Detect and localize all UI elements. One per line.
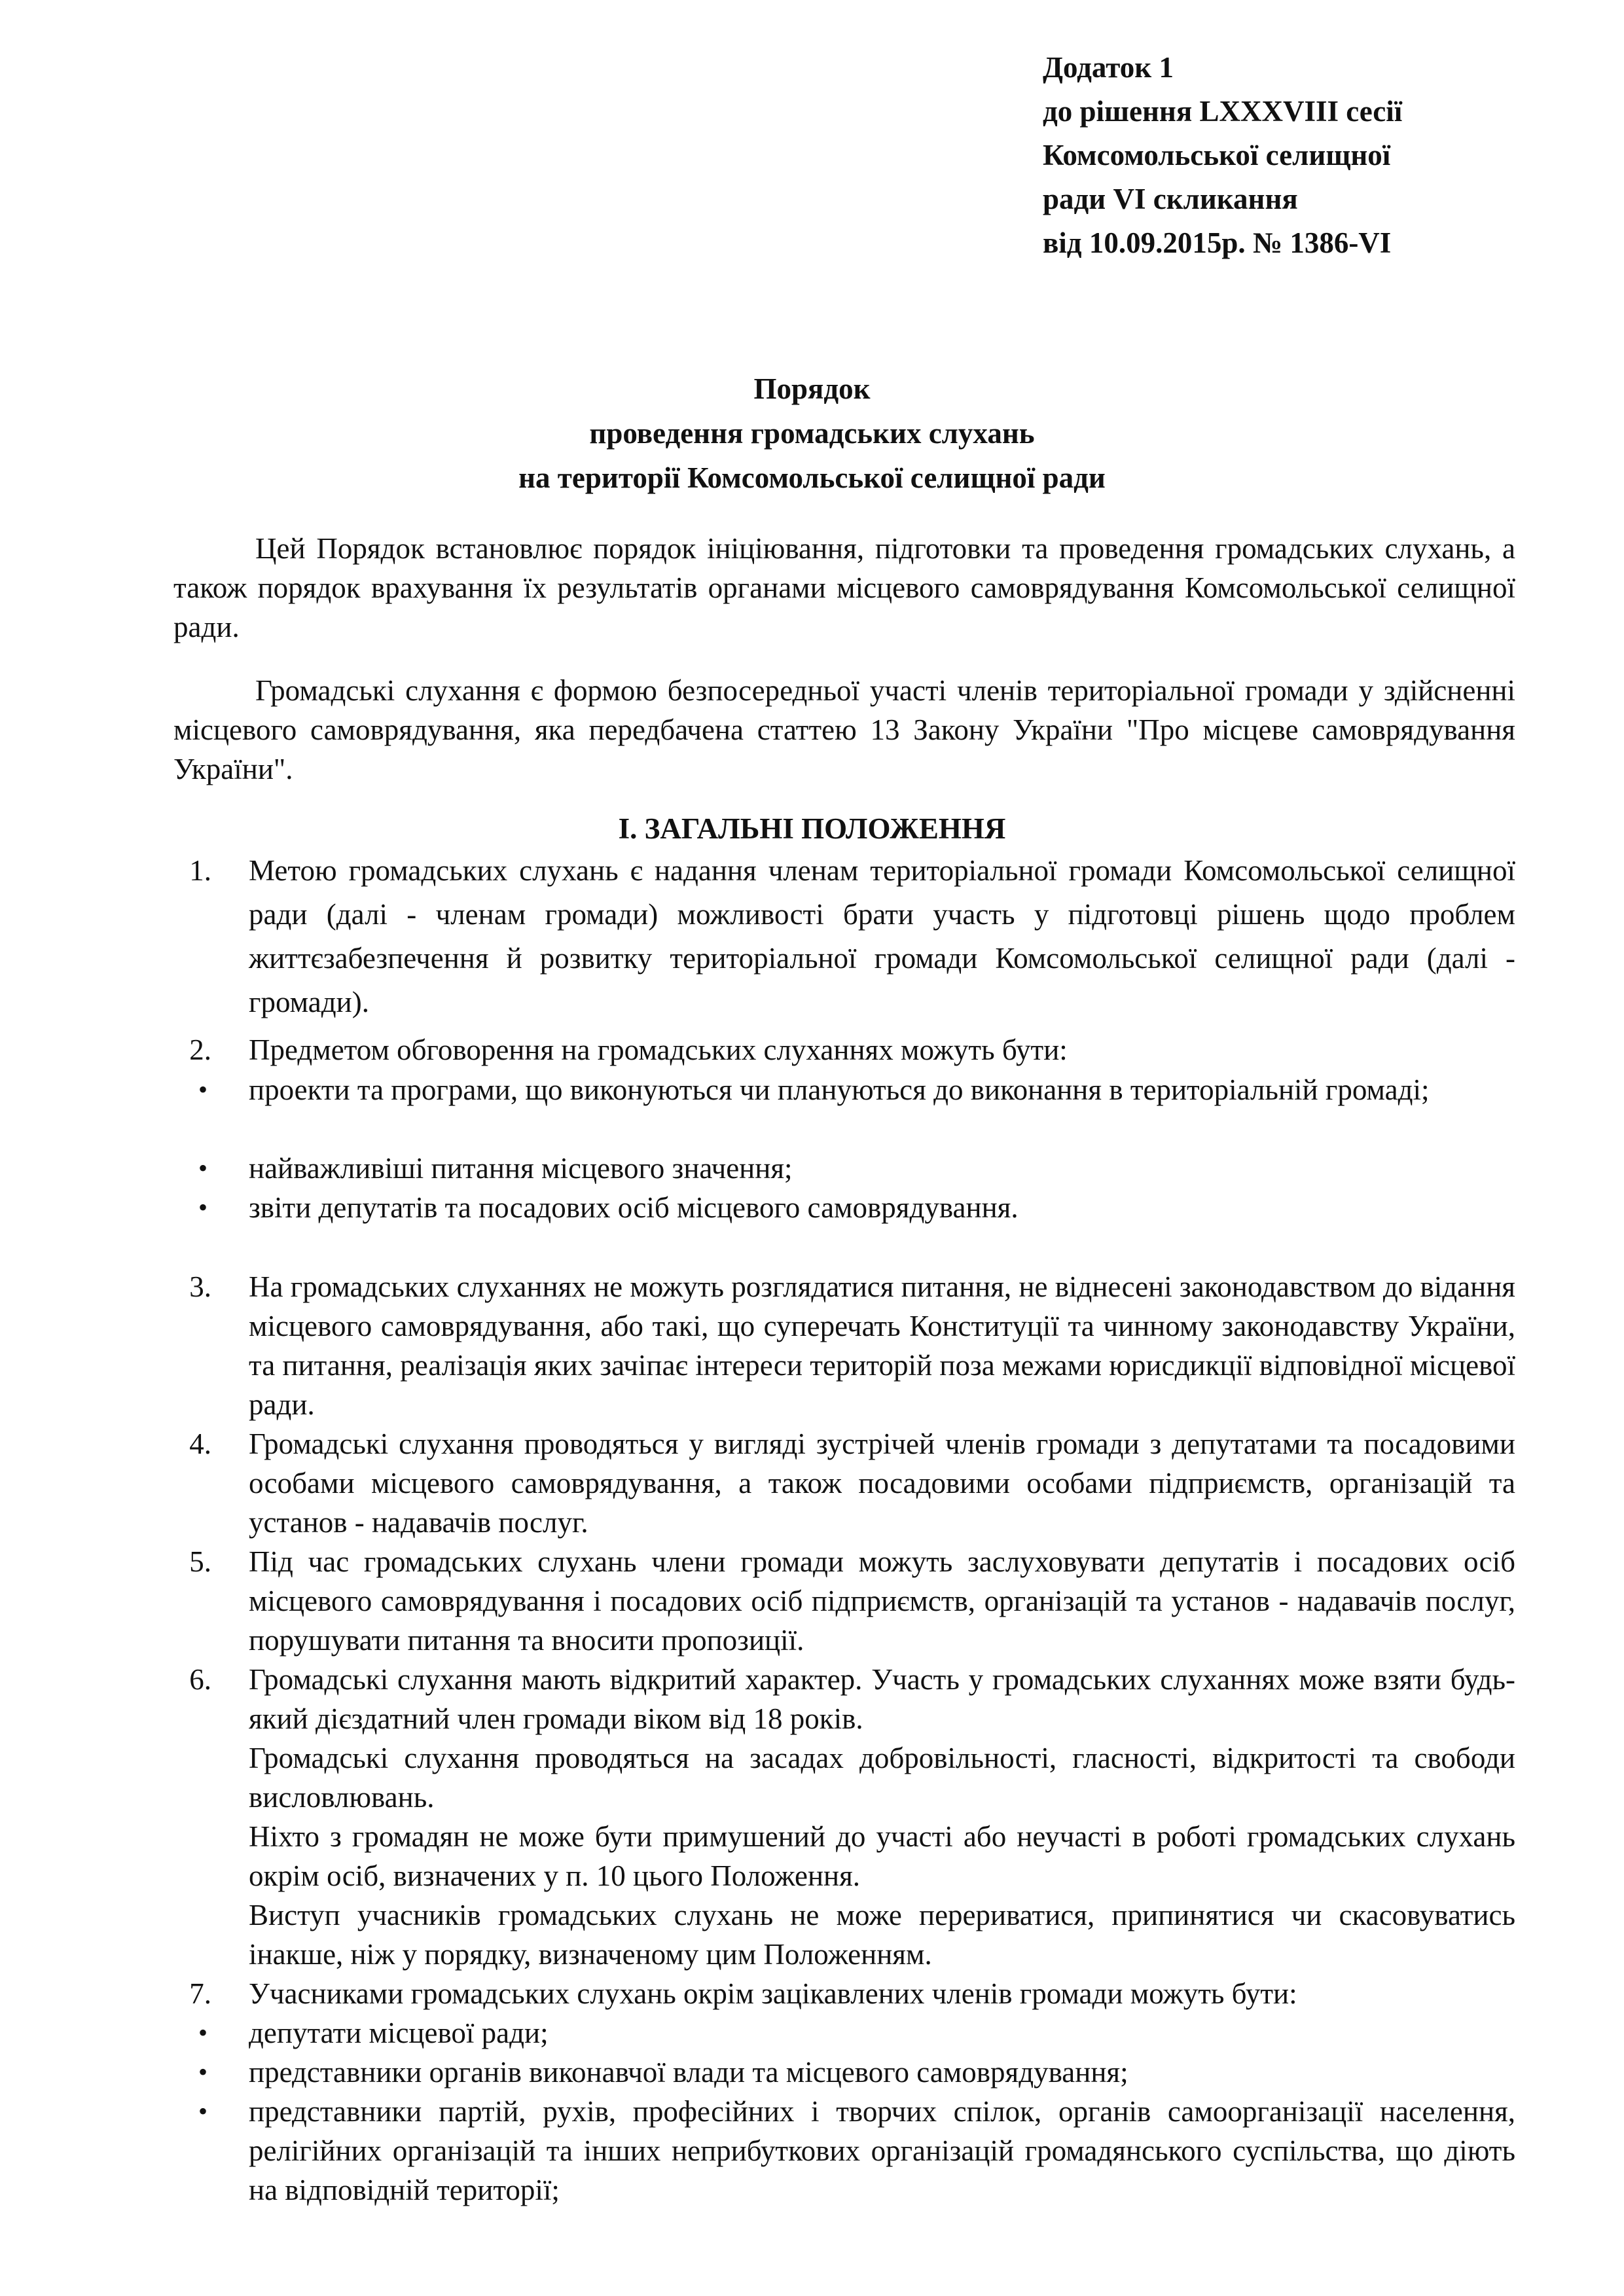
item-text: проекти та програми, що виконуються чи плануються до виконання в територіальній громаді; [249, 1073, 1430, 1106]
item-number: 7. [189, 1977, 211, 2010]
item-text: На громадських слуханнях не можуть розглядатися питання, не віднесені законодавством до відання місцевого самоврядування, або такі, що суперечать Конституції та чинному законодавству України, та питання, реалізація яких зачіпає інтереси територій поза межами юрисдикції відповідної місцевої ради. [249, 1270, 1515, 1421]
section-heading: І. ЗАГАЛЬНІ ПОЛОЖЕННЯ [618, 812, 1006, 845]
bullet-icon: • [198, 1193, 208, 1222]
item-number: 1. [189, 854, 211, 887]
bullet-icon: • [198, 2057, 208, 2087]
item-text: найважливіші питання місцевого значення; [249, 1152, 793, 1185]
item-paragraph: Ніхто з громадян не може бути примушений до участі або неучасті в роботі громадських слухань окрім осіб, визначених у п. 10 цього Положення. [249, 1820, 1515, 1892]
annex-line: від 10.09.2015р. № 1386-VI [1043, 226, 1392, 259]
item-text: Під час громадських слухань члени громади можуть заслуховувати депутатів і посадових осіб місцевого самоврядування і посадових осіб підприємств, організацій та установ - надавачів послуг, порушувати питання та вносити пропозиції. [249, 1545, 1515, 1657]
item-number: 2. [189, 1033, 211, 1066]
intro-paragraph: Громадські слухання є формою безпосередньої участі членів територіальної громади у здійсненні місцевого самоврядування, яка передбачена статтею 13 Закону України "Про місцеве самоврядування України". [173, 674, 1515, 785]
bullet-icon: • [198, 1075, 208, 1104]
item-text: представники партій, рухів, професійних і творчих спілок, органів самоорганізації населення, релігійних організацій та інших неприбуткових організацій громадянського суспільства, що діють на відповідній території; [249, 2095, 1515, 2206]
item-text: Учасниками громадських слухань окрім зацікавлених членів громади можуть бути: [249, 1977, 1297, 2010]
item-text: Предметом обговорення на громадських слуханнях можуть бути: [249, 1033, 1068, 1066]
annex-line: Додаток 1 [1043, 51, 1174, 84]
item-text: звіти депутатів та посадових осіб місцевого самоврядування. [249, 1191, 1019, 1224]
item-text: депутати місцевої ради; [249, 2017, 549, 2049]
annex-line: до рішення LXXXVIII сесії [1043, 95, 1403, 128]
item-paragraph: Громадські слухання проводяться на засадах добровільності, гласності, відкритості та свободи висловлювань. [249, 1742, 1515, 1814]
annex-header [1043, 46, 1566, 265]
annex-line: ради VI скликання [1043, 183, 1298, 215]
bullet-icon: • [198, 1153, 208, 1183]
item-paragraph: Виступ учасників громадських слухань не може перериватися, припинятися чи скасовуватись інакше, ніж у порядку, визначеному цим Положенням. [249, 1899, 1515, 1971]
item-text: Метою громадських слухань є надання членам територіальної громади Комсомольської селищної ради (далі - членам громади) можливості брати участь у підготовці рішень щодо проблем життєзабезпечення й розвитку територіальної громади Комсомольської селищної ради (далі - громади). [249, 854, 1515, 1018]
document-title [0, 367, 1624, 500]
intro-paragraph: Цей Порядок встановлює порядок ініціювання, підготовки та проведення громадських слухань, а також порядок врахування їх результатів органами місцевого самоврядування Комсомольської селищної ради. [173, 532, 1515, 643]
bullet-icon: • [198, 2018, 208, 2047]
title-line: проведення громадських слухань [589, 417, 1035, 450]
annex-line: Комсомольської селищної [1043, 139, 1391, 171]
title-line: Порядок [753, 372, 871, 405]
item-text: представники органів виконавчої влади та місцевого самоврядування; [249, 2056, 1128, 2089]
item-text [249, 1660, 1515, 1974]
title-line: на території Комсомольської селищної ради [518, 461, 1106, 494]
item-text: Громадські слухання проводяться у вигляді зустрічей членів громади з депутатами та посадовими особами місцевого самоврядування, а також посадовими особами підприємств, організацій та установ - надавачів послуг. [249, 1427, 1515, 1539]
item-number: 3. [189, 1270, 211, 1303]
item-number: 5. [189, 1545, 211, 1578]
bullet-icon: • [198, 2096, 208, 2126]
item-number: 6. [189, 1663, 211, 1696]
item-number: 4. [189, 1427, 211, 1460]
item-paragraph: Громадські слухання мають відкритий характер. Участь у громадських слуханнях може взяти будь-який дієздатний член громади віком від 18 років. [249, 1663, 1515, 1735]
